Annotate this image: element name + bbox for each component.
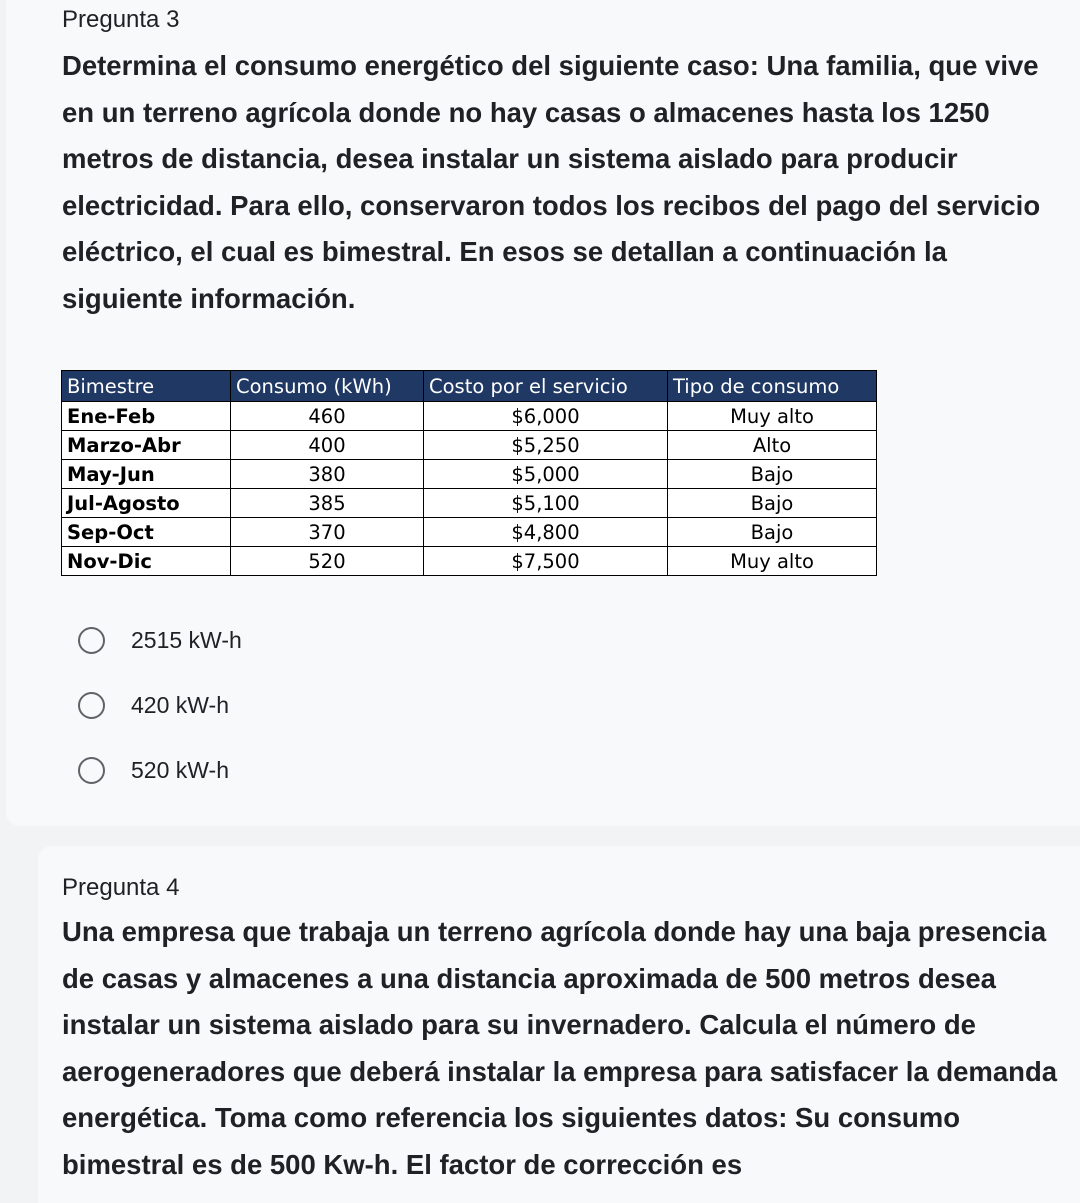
- table-cell-consumo: 460: [231, 402, 424, 431]
- table-cell-consumo: 380: [231, 460, 424, 489]
- answer-option-label: 520 kW-h: [131, 756, 230, 783]
- table-cell-bimestre: May-Jun: [62, 460, 231, 489]
- table-cell-consumo: 520: [231, 547, 424, 576]
- table-cell-costo: $5,000: [424, 460, 668, 489]
- table-cell-bimestre: Sep-Oct: [62, 518, 231, 547]
- consumption-table: [61, 370, 877, 576]
- table-cell-costo: $5,100: [424, 489, 668, 518]
- table-header-cell: Costo por el servicio: [424, 371, 668, 402]
- radio-button[interactable]: [78, 692, 105, 719]
- table-cell-bimestre: Marzo-Abr: [62, 431, 231, 460]
- question-3-number: Pregunta 3: [62, 6, 180, 33]
- table-cell-consumo: 370: [231, 518, 424, 547]
- table-cell-costo: $4,800: [424, 518, 668, 547]
- table-cell-tipo: Bajo: [668, 518, 877, 547]
- table-header-cell: Tipo de consumo: [668, 371, 877, 402]
- answer-options: [78, 620, 242, 815]
- answer-option-label: 420 kW-h: [131, 691, 230, 718]
- radio-button[interactable]: [78, 627, 105, 654]
- table-header-row: [62, 371, 877, 402]
- table-cell-consumo: 400: [231, 431, 424, 460]
- table-row: [62, 518, 877, 547]
- question-4-number: Pregunta 4: [62, 874, 180, 901]
- table-header-cell: Bimestre: [62, 371, 231, 402]
- table-cell-bimestre: Jul-Agosto: [62, 489, 231, 518]
- table-cell-tipo: Bajo: [668, 460, 877, 489]
- table-row: [62, 547, 877, 576]
- table-row: [62, 402, 877, 431]
- table-cell-bimestre: Ene-Feb: [62, 402, 231, 431]
- table-header-cell: Consumo (kWh): [231, 371, 424, 402]
- answer-option-label: 2515 kW-h: [131, 626, 242, 653]
- table-cell-bimestre: Nov-Dic: [62, 547, 231, 576]
- table-row: [62, 431, 877, 460]
- answer-option[interactable]: [78, 685, 242, 725]
- table-cell-costo: $5,250: [424, 431, 668, 460]
- question-4-text: Una empresa que trabaja un terreno agrícola donde hay una baja presencia de casas y almacenes a una distancia aproximada de 500 metros desea instalar un sistema aislado para su invernadero. Calcula el número de aerogeneradores que deberá instalar la empresa para satisfacer la demanda energética. Toma como referencia los siguientes datos: Su consumo bimestral es de 500 Kw-h. El factor de corrección es: [62, 916, 1058, 1180]
- table-row: [62, 460, 877, 489]
- table-cell-tipo: Muy alto: [668, 402, 877, 431]
- table-cell-tipo: Alto: [668, 431, 877, 460]
- answer-option[interactable]: [78, 620, 242, 660]
- table-cell-tipo: Muy alto: [668, 547, 877, 576]
- table-row: [62, 489, 877, 518]
- table-cell-tipo: Bajo: [668, 489, 877, 518]
- table-cell-costo: $7,500: [424, 547, 668, 576]
- answer-option[interactable]: [78, 750, 242, 790]
- table-cell-consumo: 385: [231, 489, 424, 518]
- table-cell-costo: $6,000: [424, 402, 668, 431]
- radio-button[interactable]: [78, 757, 105, 784]
- question-3-text: Determina el consumo energético del siguiente caso: Una familia, que vive en un terreno agrícola donde no hay casas o almacenes hasta los 1250 metros de distancia, desea instalar un sistema aislado para producir electricidad. Para ello, conservaron todos los recibos del pago del servicio eléctrico, el cual es bimestral. En esos se detallan a continuación la siguiente información.: [62, 50, 1041, 314]
